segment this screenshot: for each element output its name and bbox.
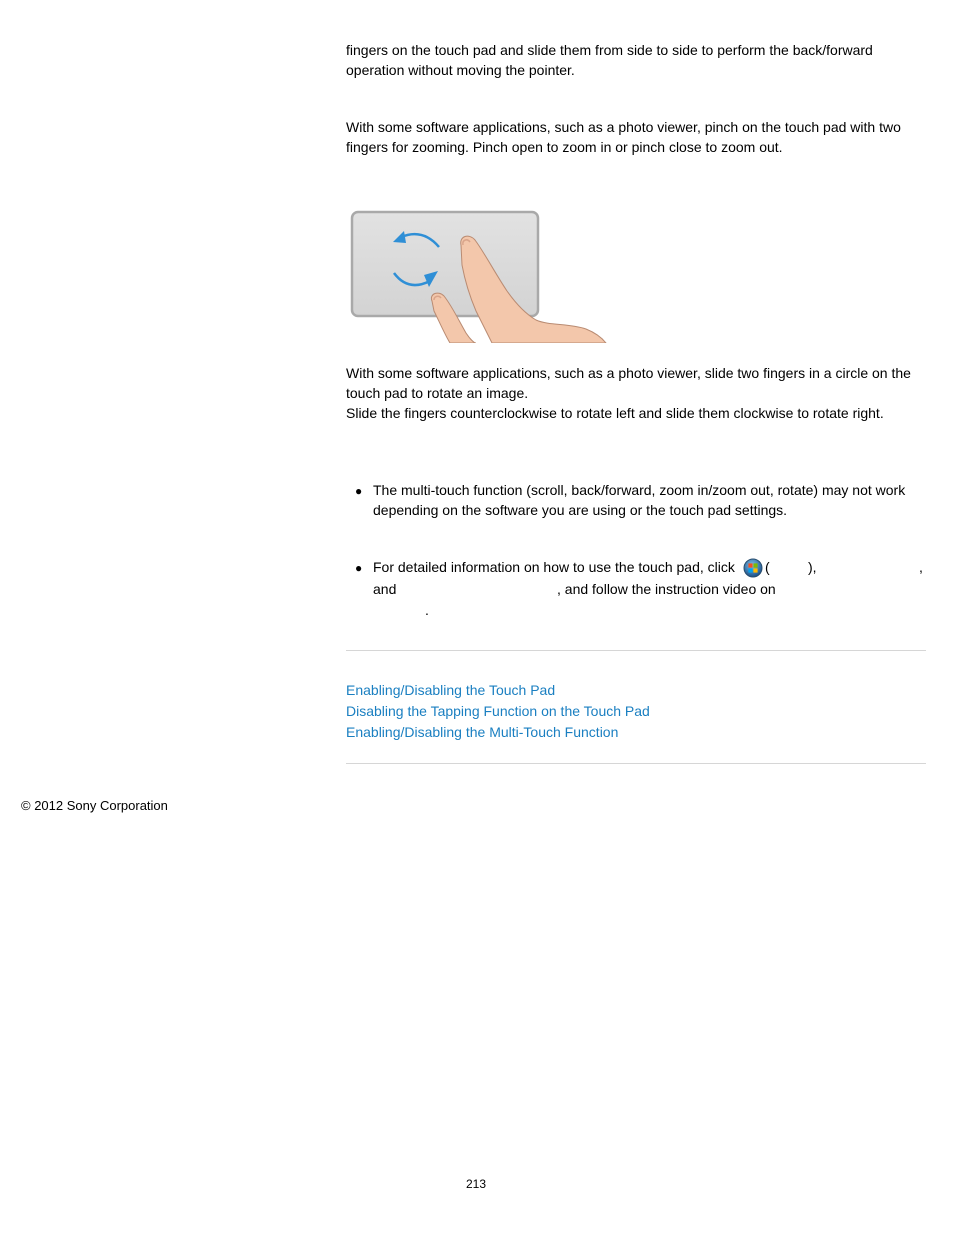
windows-start-orb-icon[interactable] (743, 558, 763, 578)
note1-line-2: depending on the software you are using or the touch pad settings. (373, 502, 788, 518)
note2-text-1: For detailed information on how to use the touch pad, click (373, 559, 735, 575)
zoom-line-1: With some software applications, such as a photo viewer, pinch on the touch pad with two (346, 119, 901, 135)
page-number: 213 (466, 1177, 487, 1191)
bullet-icon: ● (355, 484, 363, 498)
divider-top (346, 650, 926, 651)
rotate-gesture-illustration (346, 205, 608, 343)
note1-line-1: The multi-touch function (scroll, back/forward, zoom in/zoom out, rotate) may not work (373, 482, 906, 498)
note2-text-2: , and follow the instruction video on (557, 581, 776, 597)
note2-comma: , (919, 559, 923, 575)
link-enable-disable-multi-touch[interactable]: Enabling/Disabling the Multi-Touch Function (346, 724, 619, 740)
bullet-icon: ● (355, 561, 363, 575)
note2-and: and (373, 581, 397, 597)
copyright-text: © 2012 Sony Corporation (21, 798, 168, 813)
rotate-line-3: Slide the fingers counterclockwise to rotate left and slide them clockwise to rotate right. (346, 405, 884, 421)
link-enable-disable-touch-pad[interactable]: Enabling/Disabling the Touch Pad (346, 682, 556, 698)
zoom-paragraph (346, 117, 926, 157)
rotate-paragraph (346, 363, 926, 423)
rotate-line-1: With some software applications, such as a photo viewer, slide two fingers in a circle on the (346, 365, 911, 381)
zoom-line-2: fingers for zooming. Pinch open to zoom in or pinch close to zoom out. (346, 139, 783, 155)
note2-period: . (425, 602, 429, 618)
note2-close-paren: ), (808, 559, 817, 575)
rotate-line-2: touch pad to rotate an image. (346, 385, 529, 401)
touch-pad-rotate-icon (346, 205, 608, 343)
start-orb-svg (743, 558, 763, 578)
link-disable-tapping-function[interactable]: Disabling the Tapping Function on the Touch Pad (346, 703, 650, 719)
backforward-paragraph (346, 40, 926, 80)
divider-bottom (346, 763, 926, 764)
backforward-line-1: fingers on the touch pad and slide them from side to side to perform the back/forward (346, 42, 873, 58)
note2-open-paren: ( (765, 559, 770, 575)
backforward-line-2: operation without moving the pointer. (346, 62, 575, 78)
